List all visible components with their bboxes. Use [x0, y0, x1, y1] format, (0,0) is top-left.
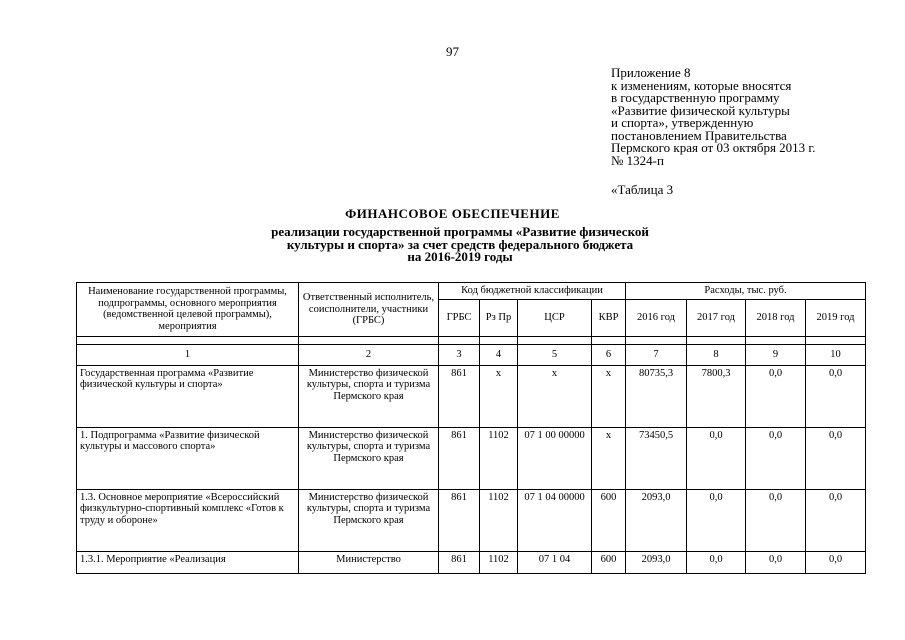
column-number: 10: [806, 344, 866, 365]
column-number: 4: [480, 344, 518, 365]
table-row: [77, 365, 866, 427]
appendix-line: и спорта», утвержденную: [611, 115, 754, 130]
row-2018: 0,0: [746, 551, 806, 573]
column-number: 1: [77, 344, 299, 365]
appendix-line: в государственную программу: [611, 90, 780, 105]
header-name: Наименование государственной программы, подпрограммы, основного мероприятия (ведомственной целевой программы), мероприятия: [77, 283, 299, 337]
header-row: [77, 283, 866, 300]
spacer-row: [77, 336, 866, 344]
financing-table: [76, 282, 866, 574]
row-2018: 0,0: [746, 489, 806, 551]
page-number: 97: [446, 44, 459, 59]
appendix-line: постановлением Правительства: [611, 127, 787, 143]
column-number-row: [77, 344, 866, 365]
row-grbs: 861: [439, 489, 480, 551]
header-year-2019: 2019 год: [806, 299, 866, 336]
header-code-group: Код бюджетной классификации: [439, 283, 626, 300]
row-2018: 0,0: [746, 427, 806, 489]
appendix-line: Приложение 8: [611, 65, 691, 80]
table-row: [77, 427, 866, 489]
row-2018: 0,0: [746, 365, 806, 427]
row-2016: 73450,5: [626, 427, 687, 489]
header-year-2017: 2017 год: [687, 299, 746, 336]
appendix-line: Пермского края от 03 октября 2013 г.: [611, 140, 816, 155]
row-rzpr: 1102: [480, 489, 518, 551]
row-2016: 2093,0: [626, 551, 687, 573]
row-csr: 07 1 04: [518, 551, 592, 573]
header-csr: ЦСР: [518, 299, 592, 336]
row-name: Государственная программа «Развитие физической культуры и спорта»: [77, 365, 299, 427]
row-executor: Министерство физической культуры, спорта и туризма Пермского края: [299, 489, 439, 551]
row-kvr: 600: [592, 489, 626, 551]
header-grbs: ГРБС: [439, 299, 480, 336]
row-executor: Министерство физической культуры, спорта и туризма Пермского края: [299, 365, 439, 427]
row-executor: Министерство физической культуры, спорта и туризма Пермского края: [299, 427, 439, 489]
appendix-line: «Развитие физической культуры: [611, 102, 790, 118]
subheading-line: реализации государственной программы «Развитие физической: [271, 224, 649, 239]
subheading-line: на 2016-2019 годы: [407, 249, 513, 264]
row-2019: 0,0: [806, 365, 866, 427]
column-number: 8: [687, 344, 746, 365]
appendix-line: к изменениям, которые вносятся: [611, 77, 792, 93]
header-rzpr: Рз Пр: [480, 299, 518, 336]
header-kvr: КВР: [592, 299, 626, 336]
row-kvr: 600: [592, 551, 626, 573]
table-label: «Таблица 3: [611, 182, 674, 197]
row-grbs: 861: [439, 365, 480, 427]
row-2016: 80735,3: [626, 365, 687, 427]
row-2017: 7800,3: [687, 365, 746, 427]
row-2017: 0,0: [687, 427, 746, 489]
row-grbs: 861: [439, 551, 480, 573]
column-number: 5: [518, 344, 592, 365]
row-grbs: 861: [439, 427, 480, 489]
header-year-2018: 2018 год: [746, 299, 806, 336]
row-2017: 0,0: [687, 551, 746, 573]
row-2019: 0,0: [806, 427, 866, 489]
row-kvr: х: [592, 427, 626, 489]
column-number: 9: [746, 344, 806, 365]
row-name: 1.3. Основное мероприятие «Всероссийский физкультурно-спортивный комплекс «Готов к труду и обороне»: [77, 489, 299, 551]
header-executor: Ответственный исполнитель, соисполнители, участники (ГРБС): [299, 283, 439, 337]
column-number: 3: [439, 344, 480, 365]
row-csr: 07 1 00 00000: [518, 427, 592, 489]
row-2019: 0,0: [806, 489, 866, 551]
row-rzpr: 1102: [480, 551, 518, 573]
row-executor: Министерство: [299, 551, 439, 573]
row-csr: 07 1 04 00000: [518, 489, 592, 551]
appendix-note: [611, 67, 896, 167]
row-name: 1. Подпрограмма «Развитие физической культуры и массового спорта»: [77, 427, 299, 489]
appendix-line: № 1324-п: [611, 152, 664, 168]
row-2017: 0,0: [687, 489, 746, 551]
row-2016: 2093,0: [626, 489, 687, 551]
table-row: [77, 489, 866, 551]
document-subheading: [180, 226, 740, 264]
row-2019: 0,0: [806, 551, 866, 573]
header-year-2016: 2016 год: [626, 299, 687, 336]
row-rzpr: 1102: [480, 427, 518, 489]
row-name: 1.3.1. Мероприятие «Реализация: [77, 551, 299, 573]
row-kvr: х: [592, 365, 626, 427]
header-expenses-group: Расходы, тыс. руб.: [626, 283, 866, 300]
row-rzpr: х: [480, 365, 518, 427]
column-number: 6: [592, 344, 626, 365]
subheading-line: культуры и спорта» за счет средств федерального бюджета: [286, 236, 634, 252]
column-number: 7: [626, 344, 687, 365]
row-csr: х: [518, 365, 592, 427]
document-heading: ФИНАНСОВОЕ ОБЕСПЕЧЕНИЕ: [345, 206, 560, 221]
column-number: 2: [299, 344, 439, 365]
table-row: [77, 551, 866, 573]
